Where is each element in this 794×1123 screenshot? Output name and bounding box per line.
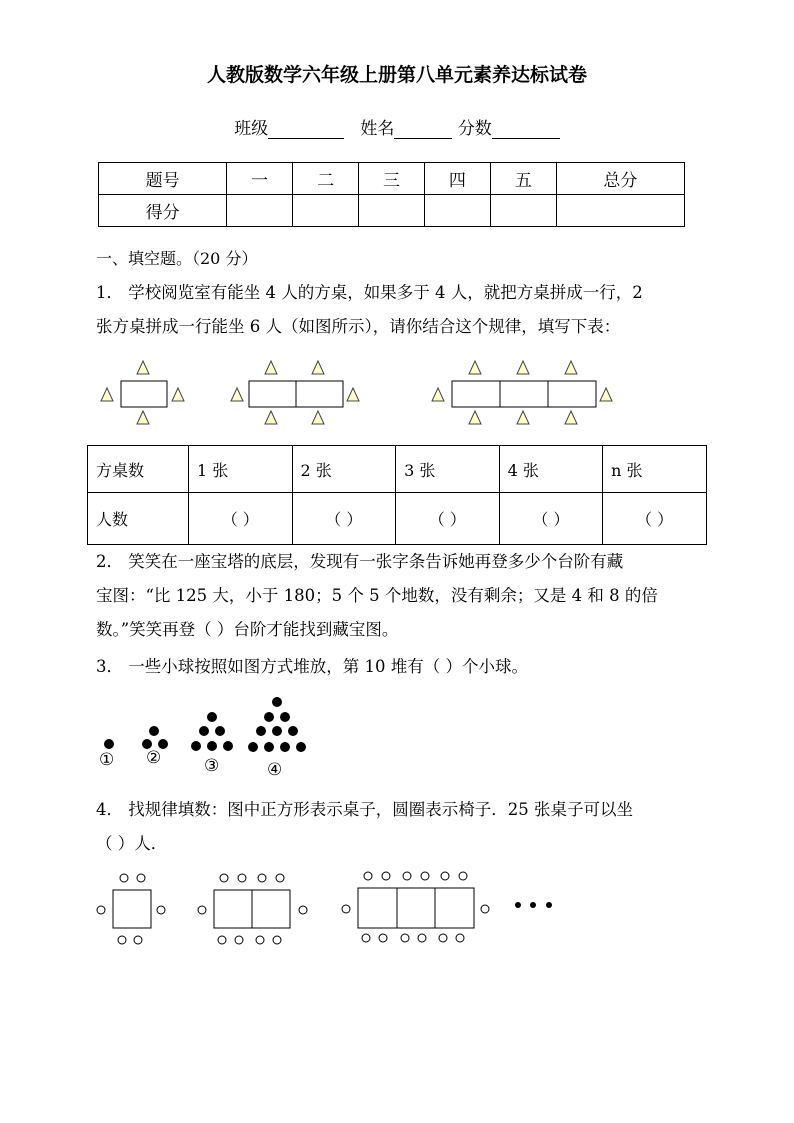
chair-circle xyxy=(401,934,409,942)
chair-circle xyxy=(418,934,426,942)
seat-triangle xyxy=(600,388,612,401)
ball xyxy=(272,726,282,736)
question-1-line-1: 1． 学校阅览室有能坐 4 人的方桌，如果多于 4 人，就把方桌拼成一行，2 xyxy=(96,283,643,302)
dot xyxy=(546,902,552,908)
seat-triangle xyxy=(517,411,529,424)
exam-title: 人教版数学六年级上册第八单元素养达标试卷 xyxy=(206,64,587,86)
chair-circle xyxy=(362,934,370,942)
answer-blank[interactable]: （ ） xyxy=(189,493,293,545)
seat-triangle xyxy=(469,411,481,424)
seat-triangle xyxy=(565,361,577,374)
seat-triangle xyxy=(137,361,149,374)
stack-label-4: ④ xyxy=(267,760,283,780)
chair-circle xyxy=(256,936,264,944)
table-square xyxy=(358,888,397,928)
stack-label-1: ① xyxy=(99,750,115,770)
answer-blank[interactable]: （ ） xyxy=(292,493,396,545)
stack-label-2: ② xyxy=(146,748,162,768)
ball xyxy=(104,739,114,749)
desk-figure-2 xyxy=(231,361,359,424)
chair-circle xyxy=(118,936,126,944)
question-4-line-2: （ ）人． xyxy=(96,834,168,853)
name-label: 姓名 xyxy=(360,119,395,139)
desk-table-cell: 方桌数 xyxy=(88,446,189,493)
question-1-line-2: 张方桌拼成一行能坐 6 人（如图所示），请你结合这个规律，填写下表： xyxy=(96,317,621,336)
chair-circle xyxy=(379,934,387,942)
chair-circle xyxy=(459,872,467,880)
seat-triangle xyxy=(137,411,149,424)
seat-triangle xyxy=(312,361,324,374)
seat-triangle xyxy=(517,361,529,374)
desk-table xyxy=(87,445,707,545)
score-header-cell: 一 xyxy=(227,163,293,195)
desk-figure-3 xyxy=(432,361,612,424)
chair-circle xyxy=(456,934,464,942)
score-header-cell: 二 xyxy=(293,163,359,195)
chair-circle xyxy=(198,906,206,914)
score-header-cell: 三 xyxy=(359,163,425,195)
ball-stacks xyxy=(104,697,306,752)
ball xyxy=(256,726,266,736)
question-4-line-1: 4． 找规律填数：图中正方形表示桌子，圆圈表示椅子．25 张桌子可以坐 xyxy=(96,800,633,819)
desk-rect xyxy=(500,381,548,407)
desk-rect xyxy=(249,381,296,407)
ball xyxy=(288,726,298,736)
desk-figure-1 xyxy=(101,361,184,424)
chair-figure-3 xyxy=(342,872,489,942)
score-header-cell: 四 xyxy=(424,163,490,195)
answer-blank[interactable]: （ ） xyxy=(603,493,707,545)
section-heading: 一、填空题。（20 分） xyxy=(96,249,258,268)
seat-triangle xyxy=(347,388,359,401)
chair-circle xyxy=(97,906,105,914)
chair-circle xyxy=(134,936,142,944)
chair-circle xyxy=(157,906,165,914)
desk-table-cell: 人数 xyxy=(88,493,189,545)
chair-circle xyxy=(342,905,350,913)
score-row-label: 得分 xyxy=(99,195,227,227)
chair-circle xyxy=(403,872,411,880)
chair-circle xyxy=(299,906,307,914)
desk-table-row-1 xyxy=(88,446,707,493)
chair-circle xyxy=(441,872,449,880)
answer-blank[interactable]: （ ） xyxy=(499,493,603,545)
ellipsis-dots xyxy=(515,902,552,908)
chair-circle xyxy=(218,936,226,944)
desk-table-cell: 3 张 xyxy=(396,446,500,493)
ball xyxy=(296,742,306,752)
ball xyxy=(207,741,217,751)
ball xyxy=(280,742,290,752)
chair-circle xyxy=(276,874,284,882)
ball xyxy=(215,726,225,736)
chair-circle xyxy=(364,872,372,880)
seat-triangle xyxy=(101,388,113,401)
ball xyxy=(223,741,233,751)
seat-triangle xyxy=(172,388,184,401)
score-header-cell: 五 xyxy=(490,163,556,195)
table-square xyxy=(397,888,435,928)
stack-label-3: ③ xyxy=(204,756,220,776)
seat-triangle xyxy=(432,388,444,401)
chair-figure-2 xyxy=(198,874,307,944)
chair-circle xyxy=(382,872,390,880)
ball xyxy=(207,712,217,722)
ball xyxy=(264,742,274,752)
question-2 xyxy=(96,545,706,647)
table-square xyxy=(113,890,151,928)
chair-circle xyxy=(137,874,145,882)
desk-rect xyxy=(296,381,343,407)
question-2-line-2: 宝图：“比 125 大，小于 180；5 个 5 个地数，没有剩余；又是 4 和 8 的倍 xyxy=(96,586,658,605)
answer-blank[interactable]: （ ） xyxy=(396,493,500,545)
chair-figure-1 xyxy=(97,874,165,944)
table-square xyxy=(252,890,290,928)
seat-triangle xyxy=(231,388,243,401)
dot xyxy=(515,902,521,908)
table-square xyxy=(214,890,252,928)
question-3: 3． 一些小球按照如图方式堆放，第 10 堆有（ ）个小球。 xyxy=(96,657,528,676)
score-header-cell: 题号 xyxy=(99,163,227,195)
ball xyxy=(248,742,258,752)
class-label: 班级 xyxy=(234,119,269,139)
ball xyxy=(280,712,290,722)
seat-triangle xyxy=(312,411,324,424)
seat-triangle xyxy=(265,361,277,374)
ball xyxy=(272,697,282,707)
chair-circle xyxy=(120,874,128,882)
seat-triangle xyxy=(565,411,577,424)
ball xyxy=(199,726,209,736)
score-label: 分数 xyxy=(457,119,492,139)
chair-circle xyxy=(273,936,281,944)
chair-circle xyxy=(235,936,243,944)
chair-circle xyxy=(439,934,447,942)
chair-circle xyxy=(481,905,489,913)
desk-table-row-2 xyxy=(88,493,707,545)
chair-circle xyxy=(421,872,429,880)
desk-table-cell: 1 张 xyxy=(189,446,293,493)
desk-rect xyxy=(548,381,596,407)
score-header-cell: 总分 xyxy=(556,163,684,195)
question-4 xyxy=(96,793,706,861)
chair-circle xyxy=(220,874,228,882)
question-2-line-3: 数。”笑笑再登（ ）台阶才能找到藏宝图。 xyxy=(96,620,399,639)
desk-rect xyxy=(452,381,500,407)
ball xyxy=(149,726,159,736)
ball xyxy=(191,741,201,751)
chair-circle xyxy=(238,874,246,882)
ball xyxy=(264,712,274,722)
seat-triangle xyxy=(265,411,277,424)
question-2-line-1: 2． 笑笑在一座宝塔的底层，发现有一张字条告诉她再登多少个台阶有藏 xyxy=(96,552,624,571)
desk-table-cell: n 张 xyxy=(603,446,707,493)
dot xyxy=(530,902,536,908)
table-square xyxy=(435,888,474,928)
desk-table-cell: 4 张 xyxy=(499,446,603,493)
seat-triangle xyxy=(469,361,481,374)
desk-rect xyxy=(121,381,167,407)
desk-table-cell: 2 张 xyxy=(292,446,396,493)
chair-circle xyxy=(258,874,266,882)
